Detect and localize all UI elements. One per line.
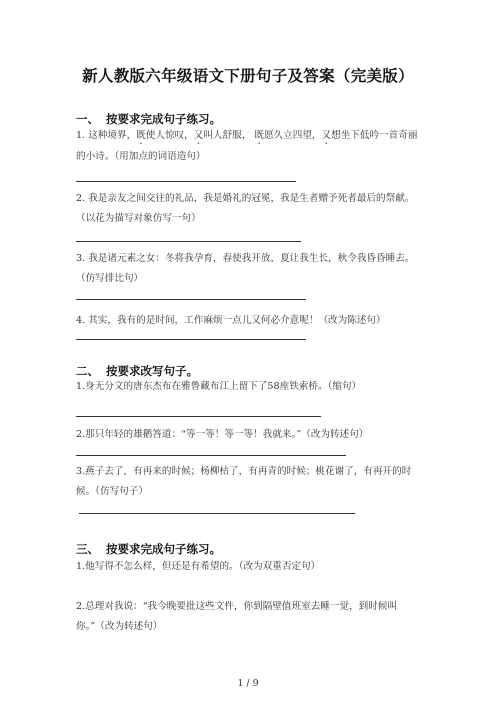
answer-line-1-4 <box>76 339 306 340</box>
question-1-4: 4. 其实，我有的是时间，工作麻烦一点儿又何必介意呢！（改为陈述句） <box>76 315 386 326</box>
question-2-1: 1.身无分文的唐东杰布在雅鲁藏布江上留下了58座铁索桥。（缩句） <box>76 381 362 392</box>
document-title: 新人教版六年级语文下册句子及答案（完美版） <box>82 67 414 85</box>
emphasized-word: 又 <box>321 130 332 141</box>
question-1-1 <box>76 126 426 167</box>
answer-line-1-2 <box>76 241 301 242</box>
answer-line-1-3 <box>76 299 306 300</box>
answer-line-2-2 <box>76 455 346 456</box>
section-3-heading <box>76 541 221 557</box>
answer-line-2-1 <box>76 416 321 417</box>
emphasized-word: 既 <box>136 130 146 141</box>
emphasized-word: 既 <box>254 130 264 141</box>
question-3-2: 2.总理对我说：“我今晚要批这些文件，你到隔壁值班室去睡一觉，到时候叫你。”（改为转述句） <box>76 601 398 632</box>
question-3-1: 1.他写得不怎么样，但还是有希望的。（改为双重否定句） <box>76 561 321 572</box>
q-text: 叫人舒服， <box>203 130 255 141</box>
section-3-number: 三、 <box>76 542 99 556</box>
q-text: 愿久立四望， <box>263 130 322 141</box>
question-1-3: 3. 我是诸元素之女：冬将我孕育，春使我开放，夏让我生长，秋令我昏昏睡去。（仿写排比句） <box>76 253 415 284</box>
section-2-number: 二、 <box>76 364 99 378</box>
q-text: 1. 这种境界， <box>76 130 137 141</box>
emphasized-word: 又 <box>193 130 204 141</box>
section-1-title: 按要求完成句子练习。 <box>106 112 221 126</box>
q-text: 想坐下低吟一首奇丽的小诗。（用加点的词语造句） <box>76 130 418 162</box>
section-3-title: 按要求完成句子练习。 <box>106 542 221 556</box>
section-1-heading <box>76 111 221 127</box>
question-2-2: 2.那只年轻的雄鹅答道：“等一等！等一等！我就来。”（改为转述句） <box>76 429 369 440</box>
question-2-3: 3.燕子去了，有再来的时候；杨柳枯了，有再青的时候；桃花谢了，有再开的时候。（仿写句子） <box>76 466 412 497</box>
question-1-2: 2. 我是亲友之间交往的礼品，我是婚礼的冠冕，我是生者赠予死者最后的祭献。（以花为描写对象仿写一句） <box>76 193 415 224</box>
answer-line-2-3 <box>79 513 355 514</box>
answer-line-1-1 <box>76 181 296 182</box>
section-2-title: 按要求改写句子。 <box>106 364 198 378</box>
page-number: 1 / 9 <box>237 678 259 689</box>
section-1-number: 一、 <box>76 112 99 126</box>
q-text: 使人惊叹， <box>145 130 194 141</box>
